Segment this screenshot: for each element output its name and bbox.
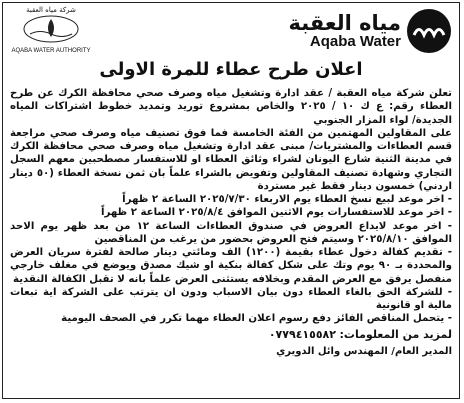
intro-paragraph: تعلن شركة مياه العقبة / عقد ادارة وتشغيل مياه وصرف صحي محافظة الكرك عن طرح العطاء رقم: ع ك ١٠ / ٢٠٢٥ والخاص بمشروع توريد وتمديد خطوط اشتراكات المياه الجديدة/ لواء المزار الجنوبي: [10, 88, 452, 126]
header: [3, 3, 459, 61]
signature: المدير العام/ المهندس وائل الدويري: [276, 345, 452, 357]
announcement-title: اعلان طرح عطاء للمرة الاولى: [99, 59, 363, 80]
eligibility-paragraph: على المقاولين المهتمين من الفئة الخامسة فما فوق تصنيف مياه وصرف صحي مراجعة قسم العطاءات والمشتريات/ مبنى عقد ادارة وتشغيل مياه وصرف صحي محافظة الكرك في مدينة الثنية شارع اليونان لشراء وثائق العطاء او للاستفسار مصطحبين معهم السجل التجاري وشهادة تصنيف المقاولين وتفويض بالشراء علماً بان ثمن نسخة العطاء (٥٠ دينار اردني) خمسون دينار فقط غير مستردة: [10, 127, 453, 192]
list-item: - اخر موعد لايداع العروض في صندوق العطاءات الساعة ١٢ من بعد ظهر يوم الاحد الموافق ٢٠٢٥/٨/١٠ وسيتم فتح العروض بحضور من يرغب من المناقصين: [10, 220, 452, 245]
info-label: لمزيد من المعلومات:: [339, 327, 452, 341]
aqaba-water-logo: [288, 9, 451, 53]
seal-text-arabic: شركة مياه العقبة: [26, 6, 76, 14]
list-item: - للشركة الحق بالغاء العطاء دون بيان الاسباب ودون ان يترتب على الشركة اية تبعات مالية او قانونية: [10, 286, 452, 311]
contact-info: [10, 328, 452, 342]
list-item: - اخر موعد للاستفسارات يوم الاثنين الموافق ٢٠٢٥/٨/٤ الساعة ٢ ظهراً: [101, 207, 452, 219]
brand-name-arabic: مياه العقبة: [288, 11, 401, 36]
list-item: - يتحمل المناقص الفائز دفع رسوم اعلان العطاء مهما تكرر في الصحف اليومية: [61, 313, 452, 325]
authority-seal: [11, 6, 91, 58]
phone-number: ٠٧٧٩٤١٥٥٨٢: [268, 327, 336, 341]
brand-text: [288, 12, 401, 50]
seal-text-english: AQABA WATER AUTHORITY: [11, 48, 91, 54]
brand-name-english: Aqaba Water: [309, 33, 401, 51]
announcement-body: [10, 87, 452, 358]
tender-announcement: [2, 2, 460, 399]
wave-logo-icon: [407, 9, 451, 53]
water-drop-seal-icon: [22, 14, 80, 44]
list-item: - اخر موعد لبيع نسخ العطاء يوم الاربعاء ٢٠٢٥/٧/٣٠ الساعة ٢ ظهراً: [122, 194, 452, 205]
list-item: - تقديم كفالة دخول عطاء بقيمة (١٢٠٠) الف ومائتي دينار صالحة لفترة سريان العرض والمحددة بـ ٩٠ يوم وتك على شكل كفالة بنكية او شيك مصدق ويوضع في مغلف خارجي منفصل يرفق مع العرض المقدم وبخلافه يستثنى العرض علماً بانه لا تقبل الكفالة النقدية: [10, 247, 452, 285]
